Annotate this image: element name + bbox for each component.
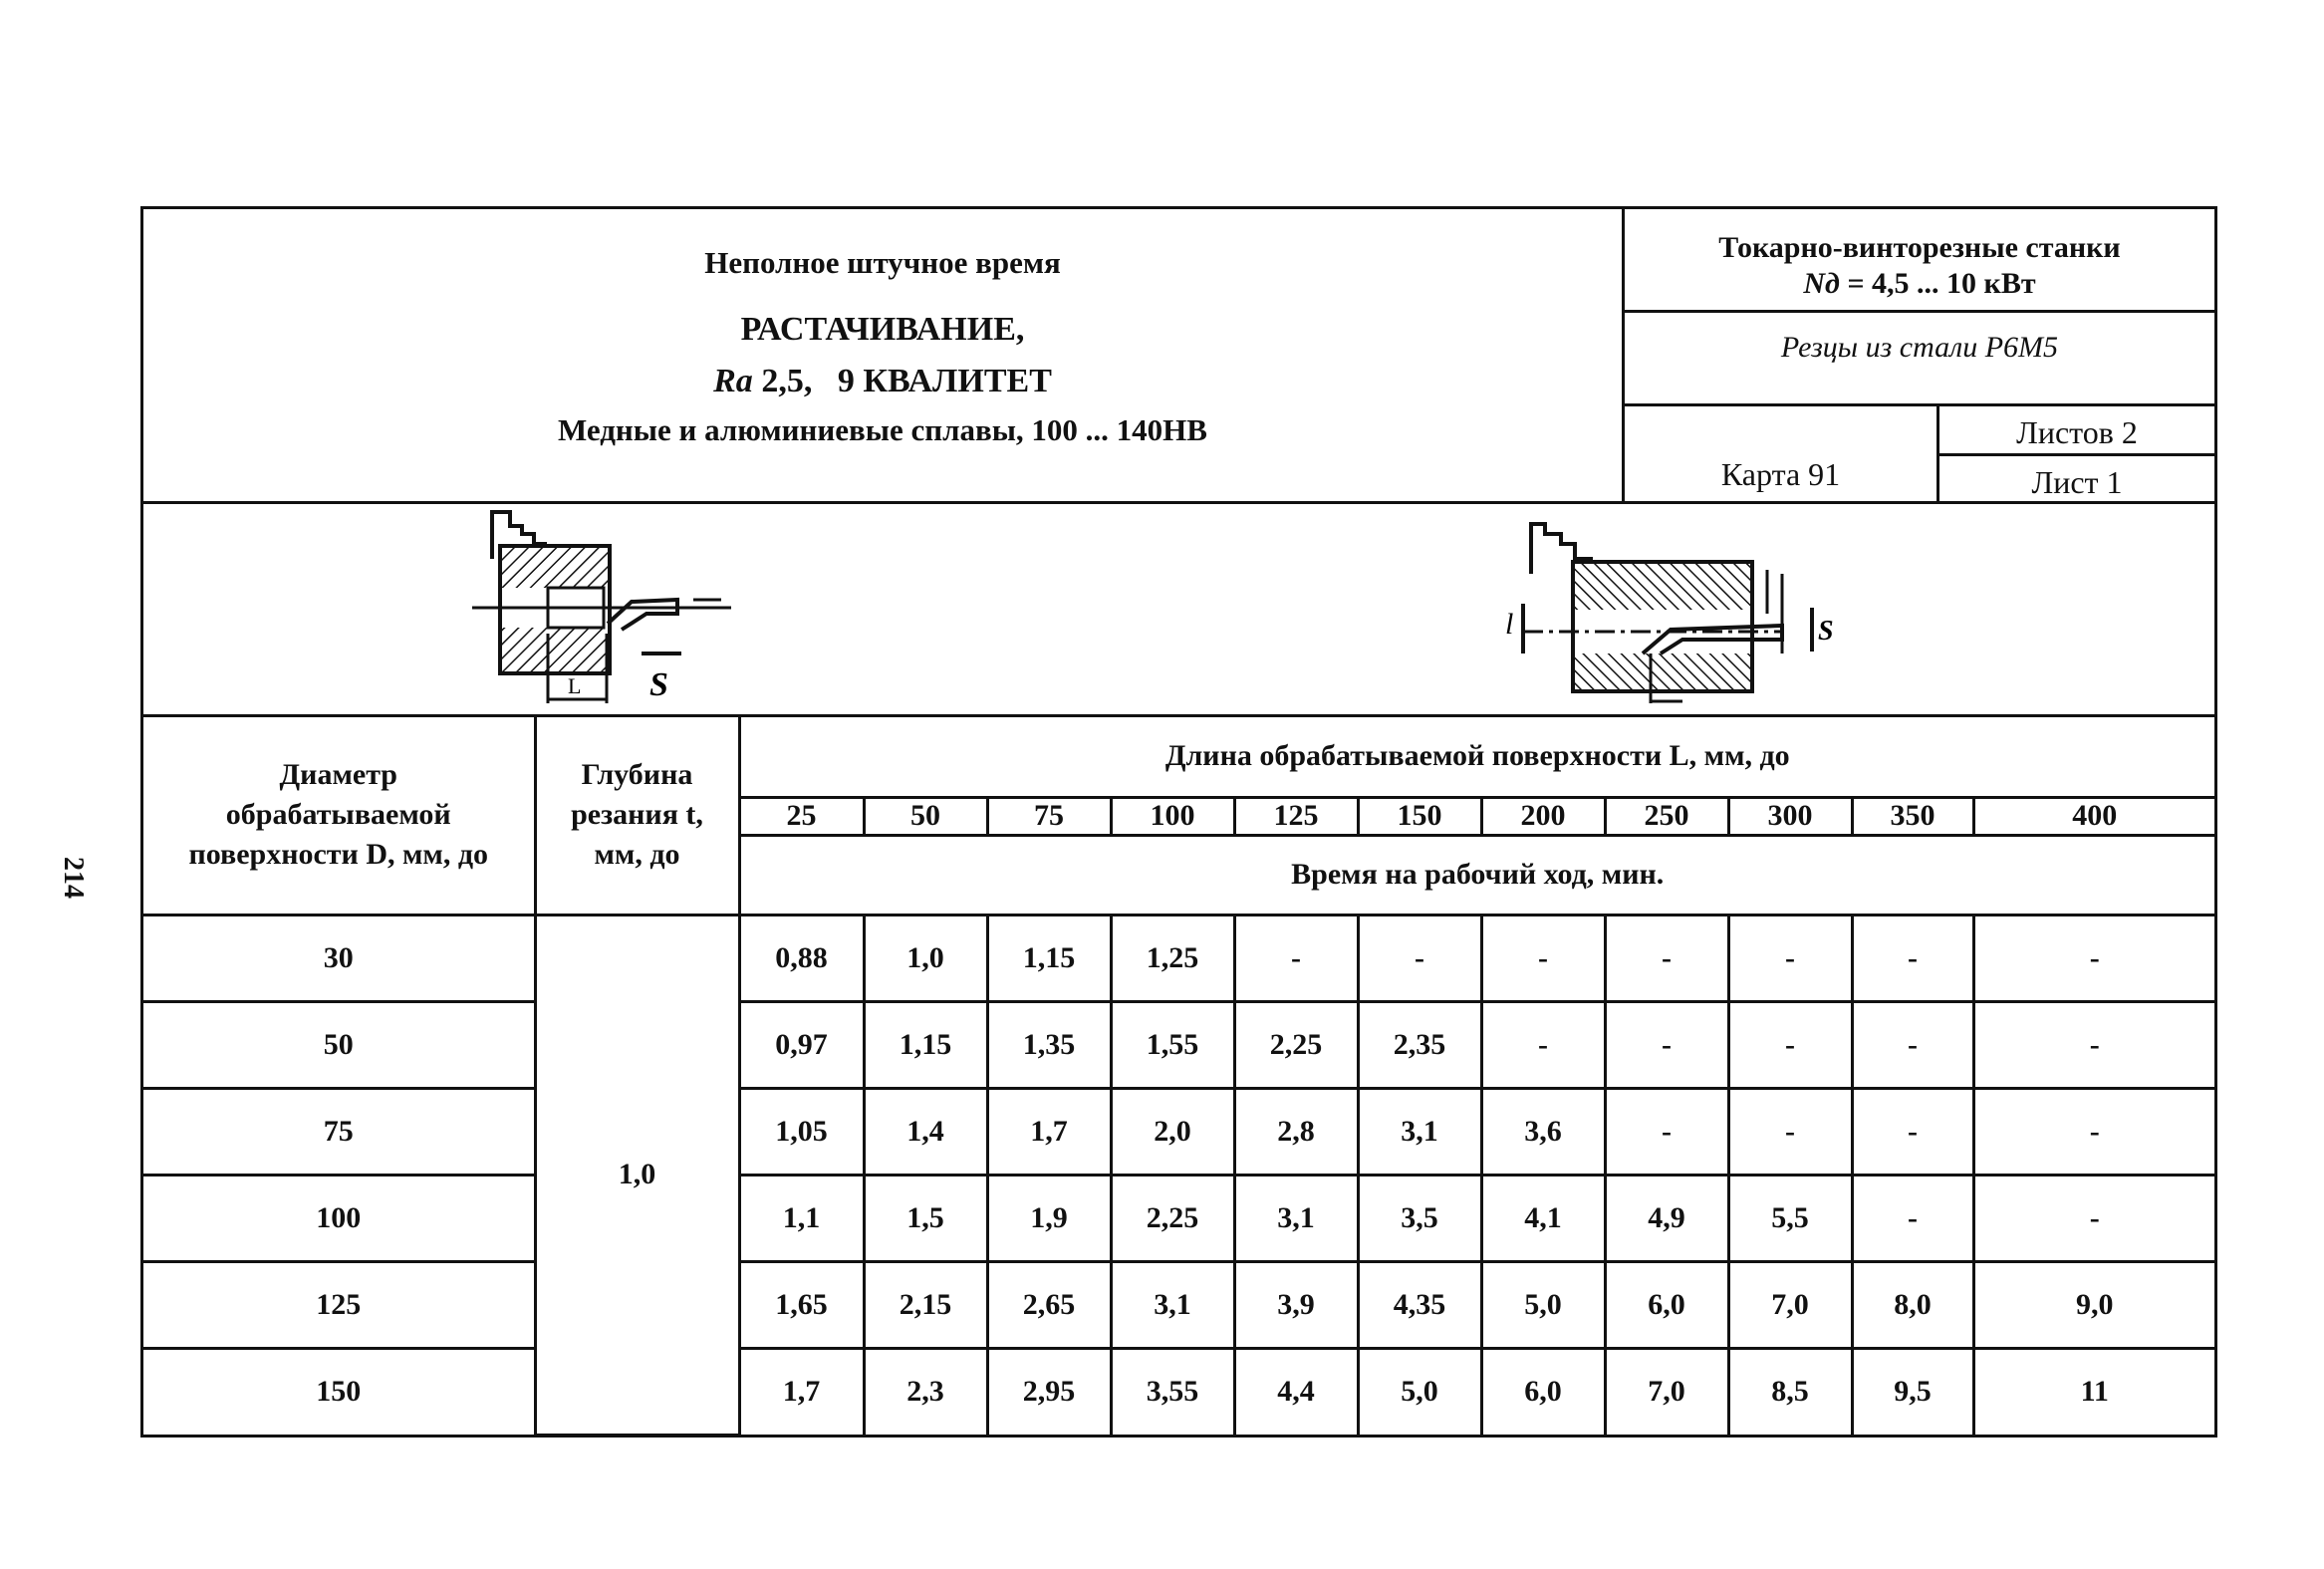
machine-power	[1625, 267, 2214, 301]
machine-type-cell	[1625, 209, 2214, 313]
time-cell: 4,9	[1605, 1175, 1728, 1261]
machine-type: Токарно-винторезные станки	[1718, 231, 2121, 264]
time-cell: 3,1	[1111, 1261, 1234, 1348]
length-cell: 100	[1111, 797, 1234, 835]
feed-label-left: S	[649, 666, 668, 703]
time-cell: 1,0	[864, 915, 987, 1001]
length-cell: 150	[1358, 797, 1481, 835]
time-cell: 3,1	[1234, 1175, 1358, 1261]
time-cell: -	[1852, 915, 1973, 1001]
time-cell: -	[1852, 1088, 1973, 1175]
page-number: 214	[58, 857, 89, 899]
time-cell: 1,05	[739, 1088, 864, 1175]
time-cell: 4,35	[1358, 1261, 1481, 1348]
time-cell: 0,88	[739, 915, 864, 1001]
time-cell: 6,0	[1605, 1261, 1728, 1348]
diameter-column-header	[143, 717, 535, 915]
accuracy-value: 2,5, 9 КВАЛИТЕТ	[752, 363, 1052, 399]
diameter-cell: 75	[143, 1088, 535, 1175]
time-cell: 1,7	[987, 1088, 1111, 1175]
time-cell: 1,5	[864, 1175, 987, 1261]
power-symbol: Nд	[1803, 267, 1840, 300]
card-number: Карта 91	[1625, 406, 1939, 501]
time-cell: 2,25	[1111, 1175, 1234, 1261]
time-cell: 3,55	[1111, 1348, 1234, 1435]
time-cell: 8,0	[1852, 1261, 1973, 1348]
length-cell: 200	[1481, 797, 1605, 835]
power-value: = 4,5 ... 10 кВт	[1839, 267, 2036, 300]
sketch-row	[143, 504, 2214, 717]
time-cell: -	[1728, 915, 1852, 1001]
time-cell: -	[1852, 1175, 1973, 1261]
boring-through-sketch	[472, 504, 851, 717]
time-cell: -	[1852, 1001, 1973, 1088]
length-label-left: L	[568, 673, 582, 698]
time-cell: 1,55	[1111, 1001, 1234, 1088]
time-cell: 3,1	[1358, 1088, 1481, 1175]
table-row	[143, 1175, 2214, 1261]
time-cell: 2,65	[987, 1261, 1111, 1348]
time-cell: 4,1	[1481, 1175, 1605, 1261]
time-cell: 1,65	[739, 1261, 864, 1348]
length-cell: 400	[1973, 797, 2214, 835]
time-cell: -	[1728, 1001, 1852, 1088]
table-row	[143, 1088, 2214, 1175]
time-cell: 1,9	[987, 1175, 1111, 1261]
time-cell: -	[1605, 1001, 1728, 1088]
diameter-cell: 100	[143, 1175, 535, 1261]
sheets-total: Листов 2	[1939, 406, 2214, 456]
diameter-cell: 125	[143, 1261, 535, 1348]
time-cell: -	[1973, 1001, 2214, 1088]
norm-card	[140, 206, 2217, 1438]
time-cell: 6,0	[1481, 1348, 1605, 1435]
length-cell: 75	[987, 797, 1111, 835]
time-cell: 3,5	[1358, 1175, 1481, 1261]
diameter-header-line: обрабатываемой	[225, 798, 451, 832]
card-subtitle: Неполное штучное время	[704, 245, 1061, 280]
material-line: Медные и алюминиевые сплавы, 100 ... 140НВ	[558, 412, 1207, 447]
time-cell: 3,9	[1234, 1261, 1358, 1348]
length-cell: 25	[739, 797, 864, 835]
depth-header-line: резания t,	[571, 798, 703, 832]
length-group-header: Длина обрабатываемой поверхности L, мм, до	[739, 717, 2214, 797]
time-cell: -	[1973, 1088, 2214, 1175]
diameter-cell: 50	[143, 1001, 535, 1088]
time-cell: 1,15	[864, 1001, 987, 1088]
time-cell: 2,95	[987, 1348, 1111, 1435]
length-cell: 350	[1852, 797, 1973, 835]
time-cell: 1,7	[739, 1348, 864, 1435]
depth-header-line: мм, до	[594, 838, 680, 872]
sheet-number: Лист 1	[2031, 464, 2123, 500]
diameter-cell: 30	[143, 915, 535, 1001]
info-block	[1625, 209, 2214, 504]
time-cell: -	[1973, 915, 2214, 1001]
time-cell: 8,5	[1728, 1348, 1852, 1435]
time-cell: 4,4	[1234, 1348, 1358, 1435]
time-cell: 2,15	[864, 1261, 987, 1348]
diameter-header-line: поверхности D, мм, до	[188, 838, 489, 872]
time-cell: 2,3	[864, 1348, 987, 1435]
time-cell: -	[1605, 915, 1728, 1001]
time-cell: -	[1358, 915, 1481, 1001]
table-row	[143, 1348, 2214, 1435]
length-cell: 125	[1234, 797, 1358, 835]
time-cell: 5,0	[1481, 1261, 1605, 1348]
time-cell: -	[1973, 1175, 2214, 1261]
depth-column-header	[535, 717, 739, 915]
time-cell: 5,0	[1358, 1348, 1481, 1435]
time-group-header: Время на рабочий ход, мин.	[739, 835, 2214, 915]
time-cell: 7,0	[1728, 1261, 1852, 1348]
time-cell: 1,25	[1111, 915, 1234, 1001]
table-row	[143, 1001, 2214, 1088]
length-cell: 300	[1728, 797, 1852, 835]
time-cell: 1,1	[739, 1175, 864, 1261]
cutter-material: Резцы из стали Р6М5	[1625, 313, 2214, 406]
title-block	[143, 209, 1625, 504]
time-cell: 7,0	[1605, 1348, 1728, 1435]
time-cell: 5,5	[1728, 1175, 1852, 1261]
time-cell: 1,4	[864, 1088, 987, 1175]
depth-header-line: Глубина	[581, 758, 693, 792]
table-row	[143, 1261, 2214, 1348]
roughness-symbol: Ra	[713, 363, 753, 399]
table-row	[143, 915, 2214, 1001]
time-cell: 1,35	[987, 1001, 1111, 1088]
time-cell: -	[1481, 915, 1605, 1001]
accuracy-line	[143, 363, 1622, 400]
feed-label-right: S	[1818, 616, 1834, 647]
time-cell: -	[1728, 1088, 1852, 1175]
time-cell: 9,0	[1973, 1261, 2214, 1348]
time-cell: 0,97	[739, 1001, 864, 1088]
time-cell: 1,15	[987, 915, 1111, 1001]
time-norm-table	[143, 717, 2214, 1437]
time-cell: 2,8	[1234, 1088, 1358, 1175]
diameter-header-line: Диаметр	[279, 758, 397, 792]
time-cell: 2,0	[1111, 1088, 1234, 1175]
diameter-cell: 150	[143, 1348, 535, 1435]
length-label-right: l	[1505, 608, 1514, 641]
time-cell: -	[1481, 1001, 1605, 1088]
time-cell: 2,35	[1358, 1001, 1481, 1088]
length-cell: 250	[1605, 797, 1728, 835]
boring-blind-sketch	[1483, 504, 1862, 717]
time-cell: 11	[1973, 1348, 2214, 1435]
time-cell: -	[1605, 1088, 1728, 1175]
time-cell: -	[1234, 915, 1358, 1001]
length-cell: 50	[864, 797, 987, 835]
depth-cell: 1,0	[535, 915, 739, 1435]
time-cell: 9,5	[1852, 1348, 1973, 1435]
time-cell: 3,6	[1481, 1088, 1605, 1175]
time-cell: 2,25	[1234, 1001, 1358, 1088]
operation-title: РАСТАЧИВАНИЕ,	[740, 311, 1025, 348]
